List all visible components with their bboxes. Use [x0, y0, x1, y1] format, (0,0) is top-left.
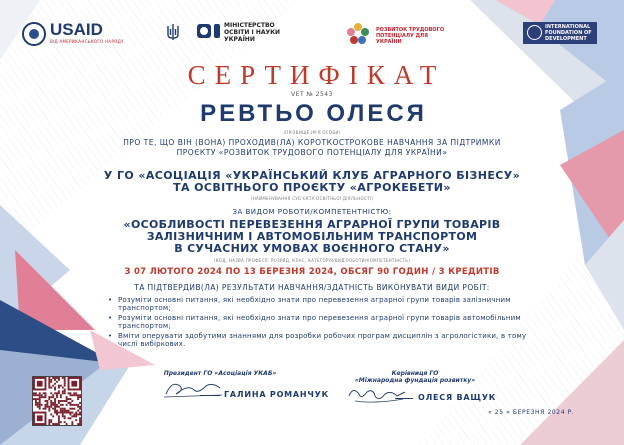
mon-logo-text: МІНІСТЕРСТВО ОСВІТИ І НАУКИ УКРАЇНИ: [224, 22, 281, 43]
right-signer-role-line-1: Керівниця ГО: [391, 370, 439, 377]
left-signer-name: ГАЛИНА РОМАНЧУК: [224, 390, 329, 399]
right-signer-role-line-2: «Міжнародна фундація розвитку»: [354, 377, 476, 384]
intro-line-2: ПРОЄКТУ «РОЗВИТОК ТРУДОВОГО ПОТЕНЦІАЛУ ДЛЯ УКРАЇНИ»: [176, 148, 448, 157]
left-signer-role: Президент ГО «Асоціація УКАБ»: [163, 370, 277, 377]
course-line-2: ЗАЛІЗНИЧНИМ І АВТОМОБІЛЬНИМ ТРАНСПОРТОМ: [146, 230, 478, 243]
result-item-1: • Розуміти основні питання, які необхідно знати про перевезення аграрної групи товарів залізничним транспортом;: [108, 296, 528, 312]
result-item-2: • Розуміти основні питання, які необхідно знати про перевезення аграрної групи товарів автомобільним транспортом;: [108, 314, 528, 330]
course-line-3: В СУЧАСНИХ УМОВАХ ВОЄННОГО СТАНУ»: [174, 242, 450, 255]
rtp-logo-text: РОЗВИТОК ТРУДОВОГО ПОТЕНЦІАЛУ ДЛЯ УКРАЇНИ: [376, 27, 445, 45]
recipient-caption: (ПРІЗВИЩЕ,ІМ'Я ОСОБИ): [283, 130, 341, 135]
organisation-line-2: ТА ОСВІТНЬОГО ПРОЄКТУ «АГРОКЕБЕТИ»: [173, 181, 451, 194]
right-signature-line: [395, 398, 413, 399]
ifd-logo-text: INTERNATIONAL FOUNDATION OF DEVELOPMENT: [545, 24, 592, 42]
intro-line-1: ПРО ТЕ, ЩО ВІН (ВОНА) ПРОХОДИВ(ЛА) КОРОТКОСТРОКОВЕ НАВЧАННЯ ЗА ПІДТРИМКИ: [123, 138, 501, 147]
right-signer-name: ОЛЕСЯ ВАЩУК: [418, 393, 497, 402]
left-signature: [162, 378, 224, 400]
ifd-globe-icon: [527, 25, 542, 40]
results-title: ТА ПІДТВЕРДИВ(ЛА) РЕЗУЛЬТАТИ НАВЧАННЯ/ЗДАТНІСТЬ ВИКОНУВАТИ ВИДИ РОБІТ:: [134, 283, 490, 292]
work-type-label: ЗА ВИДОМ РОБОТИ/КОМПЕТЕНТНІСТЮ:: [232, 208, 392, 216]
left-signature-line: [200, 395, 220, 396]
certificate-number: VET № 2543: [291, 91, 333, 98]
results-list: [108, 296, 528, 350]
recipient-name: РЕВТЬО ОЛЕСЯ: [200, 100, 427, 127]
rtp-flower-icon: [346, 22, 370, 46]
right-signature: [345, 384, 409, 406]
course-caption: (КОД, НАЗВА ПРОФЕСІЇ, РОЗРЯД, КЛАС, КАТЕГОРІЯ/ВИД РОБОТИ/КОМПЕТЕНТНІСТЬ): [213, 258, 411, 263]
usaid-tagline: ВІД АМЕРИКАНСЬКОГО НАРОДУ: [50, 39, 124, 44]
ukraine-trident-icon: [166, 23, 180, 41]
mon-logo-bar: [214, 24, 220, 38]
organisation-caption: (НАЙМЕНУВАННЯ СУБ'ЄКТА ОСВІТНЬОЇ ДІЯЛЬНОСТІ): [250, 196, 374, 201]
usaid-seal-icon: [22, 22, 46, 46]
usaid-logo-text: USAID: [50, 20, 103, 39]
organisation-line-1: У ГО «АСОЦІАЦІЯ «УКРАЇНСЬКИЙ КЛУБ АГРАРНОГО БІЗНЕСУ»: [103, 169, 521, 182]
result-item-3: • Вміти оперувати здобутими знаннями для розробки робочих програм дисциплін з агрологістики, в тому числі вибіркових.: [108, 332, 528, 348]
qr-code: [32, 376, 82, 426]
certificate-title: СЕРТИФІКАТ: [187, 60, 446, 90]
mon-logo-icon: [197, 24, 211, 38]
course-line-1: «ОСОБЛИВОСТІ ПЕРЕВЕЗЕННЯ АГРАРНОЇ ГРУПИ ТОВАРІВ: [123, 218, 501, 231]
issue-date: « 25 » БЕРЕЗНЯ 2024 Р.: [488, 409, 575, 416]
course-dates: З 07 ЛЮТОГО 2024 ПО 13 БЕРЕЗНЯ 2024, ОБСЯГ 90 ГОДИН / 3 КРЕДИТІВ: [124, 267, 500, 277]
